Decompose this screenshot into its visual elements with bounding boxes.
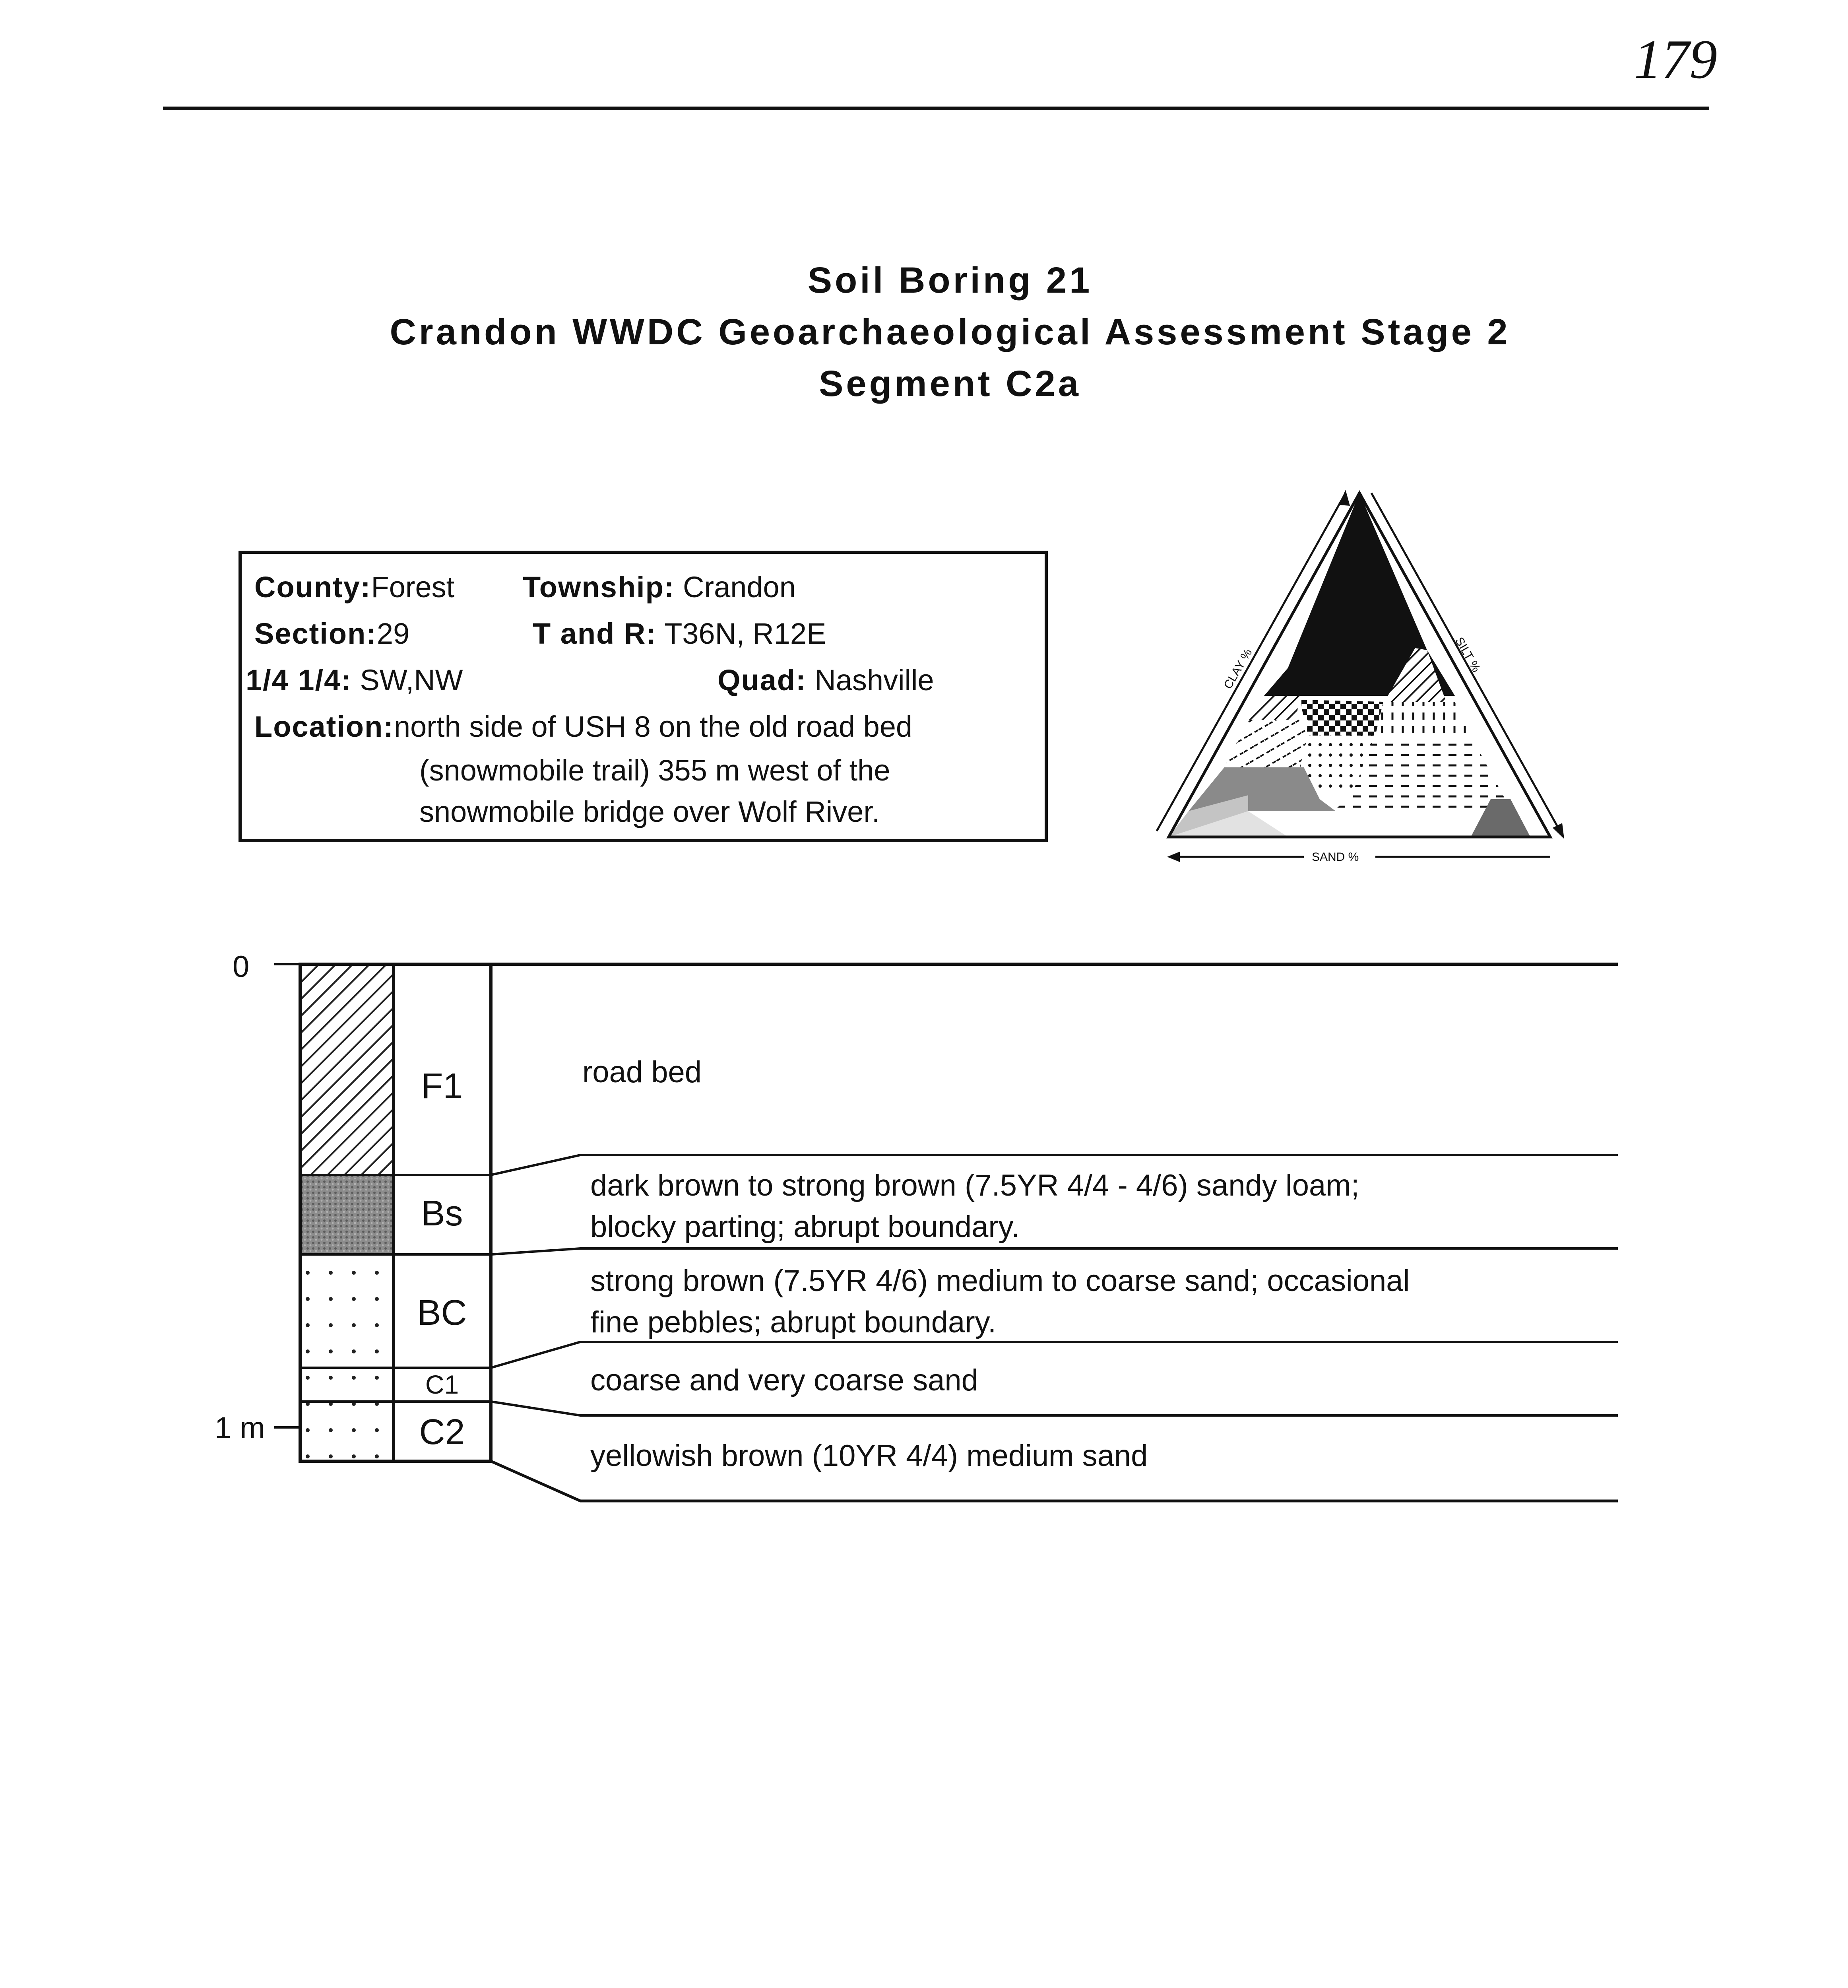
- horizon-description-bs-line-2: blocky parting; abrupt boundary.: [590, 1210, 1020, 1244]
- section-row: [254, 610, 1045, 657]
- township-value: Crandon: [683, 571, 796, 604]
- horizon-code-f1: F1: [421, 1066, 463, 1106]
- horizon-code-c1: C1: [425, 1370, 459, 1399]
- quad-label: Quad:: [717, 664, 807, 697]
- horizon-c1-pattern: [300, 1368, 394, 1402]
- silt-axis-label: SILT %: [1452, 635, 1483, 675]
- clay-axis-label: CLAY %: [1221, 646, 1255, 691]
- location-line-1: north side of USH 8 on the old road bed: [394, 710, 913, 743]
- depth-label-top: 0: [233, 950, 250, 984]
- horizon-description-f1: road bed: [582, 1055, 702, 1089]
- title-line-3: Segment C2a: [819, 363, 1081, 404]
- header-rule: [163, 107, 1709, 110]
- horizon-description-bs-line-1: dark brown to strong brown (7.5YR 4/4 - 4/6) sandy loam;: [590, 1169, 1359, 1202]
- quarter-row: [246, 657, 1045, 703]
- horizon-description-bc-line-1: strong brown (7.5YR 4/6) medium to coarse sand; occasional: [590, 1264, 1410, 1298]
- township-label: Township:: [523, 571, 675, 604]
- quarter-label: 1/4 1/4:: [246, 664, 352, 697]
- location-info-box: [239, 551, 1048, 842]
- location-line-2: (snowmobile trail) 355 m west of the: [419, 754, 890, 787]
- township-range-label: T and R:: [533, 617, 657, 650]
- township-range-value: T36N, R12E: [664, 617, 826, 650]
- location-row: [254, 703, 1045, 750]
- soil-texture-triangle: [1129, 481, 1582, 867]
- horizon-description-c2: yellowish brown (10YR 4/4) medium sand: [590, 1439, 1148, 1473]
- location-line-3: snowmobile bridge over Wolf River.: [419, 795, 880, 828]
- location-label: Location:: [254, 710, 394, 743]
- horizon-f1-pattern: [300, 964, 394, 1175]
- page-number: 179: [1634, 29, 1717, 90]
- horizon-description-c1: coarse and very coarse sand: [590, 1363, 978, 1397]
- depth-label-bottom: 1 m: [215, 1411, 265, 1445]
- title-line-2: Crandon WWDC Geoarchaeological Assessment Stage 2: [390, 312, 1511, 352]
- horizon-code-c2: C2: [419, 1412, 465, 1452]
- quarter-value: SW,NW: [360, 664, 463, 697]
- title-block: [159, 254, 1741, 410]
- horizon-code-bs: Bs: [421, 1194, 463, 1233]
- horizon-description-bc-line-2: fine pebbles; abrupt boundary.: [590, 1305, 997, 1339]
- county-label: County:: [254, 571, 371, 604]
- county-value: Forest: [371, 571, 455, 604]
- horizon-bs-pattern: [300, 1175, 394, 1254]
- texture-triangle-graphic: [1129, 481, 1582, 867]
- quad-value: Nashville: [814, 664, 934, 697]
- county-row: [254, 564, 1045, 610]
- horizon-c2-pattern: [300, 1402, 394, 1461]
- section-value: 29: [376, 617, 410, 650]
- section-label: Section:: [254, 617, 377, 650]
- sand-axis-label: SAND %: [1312, 850, 1359, 864]
- horizon-bc-pattern: [300, 1254, 394, 1368]
- title-line-1: Soil Boring 21: [807, 260, 1093, 301]
- horizon-code-bc: BC: [417, 1293, 467, 1333]
